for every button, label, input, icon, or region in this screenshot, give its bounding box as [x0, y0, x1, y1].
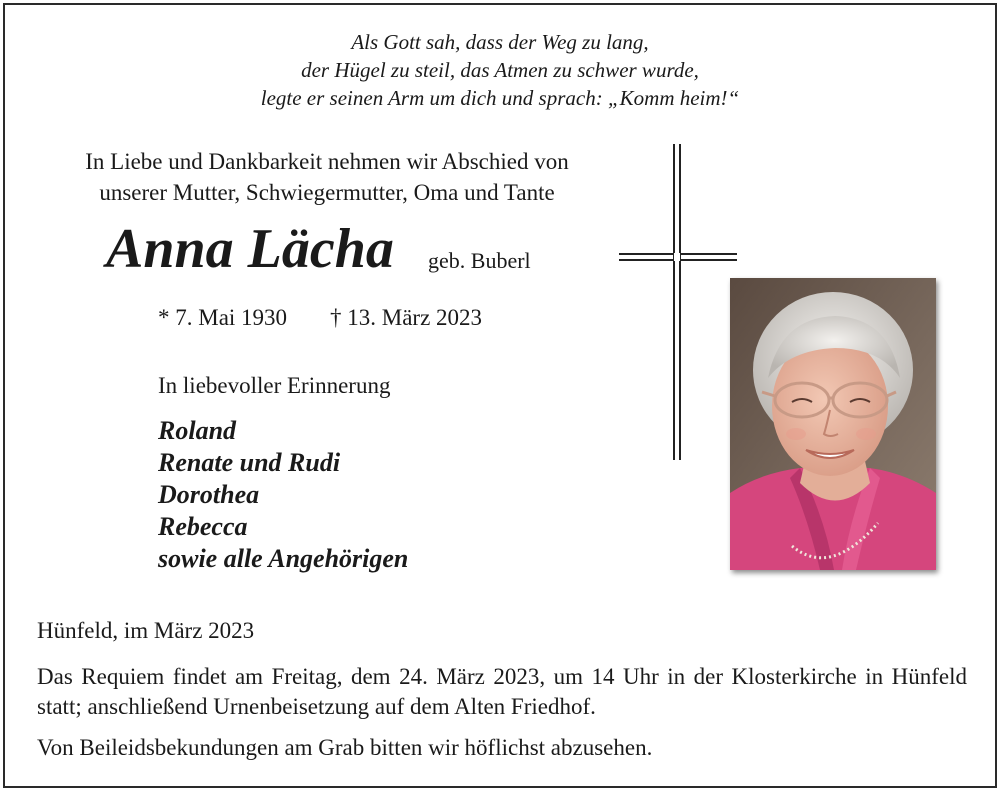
condolence-note: Von Beileidsbekundungen am Grab bitten wir höflichst abzusehen.	[37, 735, 653, 760]
cross-icon	[617, 142, 739, 462]
mourners-list	[158, 415, 408, 575]
deceased-name: Anna Lächa	[106, 218, 394, 280]
poem	[0, 28, 1000, 112]
requiem-info: Das Requiem findet am Freitag, dem 24. März 2023, um 14 Uhr in der Klosterkirche in Hünfeld statt; anschließend Urnenbeisetzung auf dem Alten Friedhof.	[37, 664, 967, 719]
maiden-name: geb. Buberl	[428, 248, 531, 273]
poem-line-1: Als Gott sah, dass der Weg zu lang,	[351, 30, 649, 54]
mourner: Dorothea	[158, 480, 260, 509]
mourner: Rebecca	[158, 512, 248, 541]
birth-date: * 7. Mai 1930	[158, 305, 288, 330]
mourner: Renate und Rudi	[158, 448, 341, 477]
poem-line-2: der Hügel zu steil, das Atmen zu schwer wurde,	[301, 58, 699, 82]
memory-line: In liebevoller Erinnerung	[158, 373, 391, 398]
portrait-photo	[730, 278, 936, 570]
intro-text	[0, 146, 654, 208]
place-and-date: Hünfeld, im März 2023	[37, 618, 255, 643]
death-date: † 13. März 2023	[330, 305, 483, 330]
mourner: Roland	[158, 416, 237, 445]
intro-line-1: In Liebe und Dankbarkeit nehmen wir Abschied von	[85, 149, 569, 174]
poem-line-3: legte er seinen Arm um dich und sprach: „Komm heim!“	[260, 86, 740, 110]
intro-line-2: unserer Mutter, Schwiegermutter, Oma und Tante	[99, 180, 555, 205]
mourner: sowie alle Angehörigen	[158, 544, 409, 573]
portrait-illustration	[730, 278, 936, 570]
